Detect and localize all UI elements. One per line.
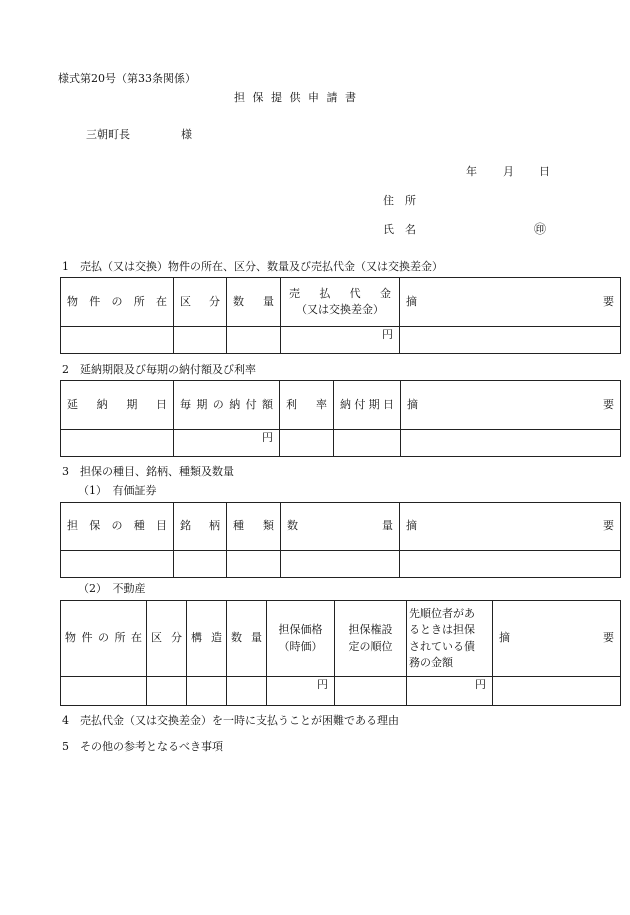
header-quantity: 数量 <box>227 601 267 677</box>
cell-prior: 円 <box>407 677 493 706</box>
header-item: 担保の種目 <box>61 503 174 551</box>
section3-heading: 3 担保の種目、銘柄、種類及数量 <box>62 465 234 478</box>
cell-kind <box>227 551 281 578</box>
header-quantity-a: 数 <box>287 519 298 533</box>
cell-item <box>61 551 174 578</box>
section3-sub1-table <box>60 502 621 578</box>
cell-quantity <box>227 677 267 706</box>
header-order-line1: 担保権設 <box>348 623 393 636</box>
addressee: 三朝町長 <box>86 128 130 141</box>
header-prior-line1: 先順位者があ <box>409 606 475 620</box>
section3-sub2-heading: （2） 不動産 <box>78 582 146 595</box>
section5-heading: 5 その他の参考となるべき事項 <box>62 740 223 753</box>
cell-location <box>61 327 174 354</box>
cell-quantity <box>281 551 400 578</box>
header-remarks-b: 要 <box>603 294 614 308</box>
cell-each-payment: 円 <box>174 430 280 457</box>
header-remarks <box>401 381 621 430</box>
header-order <box>335 601 407 677</box>
cell-brand <box>174 551 227 578</box>
header-remarks-b: 要 <box>603 631 614 645</box>
header-remarks-a: 摘 <box>406 294 417 308</box>
page-title: 担 保 提 供 申 請 書 <box>234 91 358 104</box>
header-location: 物件の所在 <box>61 601 147 677</box>
header-deadline: 延納期日 <box>61 381 174 430</box>
header-remarks <box>493 601 621 677</box>
header-price-line2: （又は交換差金） <box>296 303 384 316</box>
section2-heading: 2 延納期限及び毎期の納付額及び利率 <box>62 363 256 376</box>
header-due-date: 納付期日 <box>334 381 401 430</box>
header-remarks-b: 要 <box>603 519 614 533</box>
honorific: 様 <box>181 128 192 141</box>
header-each-payment: 毎期の納付額 <box>174 381 280 430</box>
cell-category <box>147 677 187 706</box>
header-price <box>281 278 400 327</box>
cell-deadline <box>61 430 174 457</box>
header-prior-line2: るときは担保 <box>409 623 475 636</box>
cell-structure <box>187 677 227 706</box>
section1-heading: 1 売払（又は交換）物件の所在、区分、数量及び売払代金（又は交換差金） <box>62 260 443 273</box>
header-remarks-a: 摘 <box>499 631 510 645</box>
header-remarks-a: 摘 <box>407 397 418 411</box>
section3-sub1-heading: （1） 有価証券 <box>78 484 157 497</box>
header-category: 区分 <box>147 601 187 677</box>
header-remarks <box>400 278 621 327</box>
section2-table <box>60 380 621 457</box>
date-day-label: 日 <box>539 165 550 178</box>
section1-table <box>60 277 621 354</box>
header-brand: 銘柄 <box>174 503 227 551</box>
date-month-label: 月 <box>503 165 514 178</box>
cell-value: 円 <box>267 677 335 706</box>
header-kind: 種類 <box>227 503 281 551</box>
header-category: 区分 <box>174 278 227 327</box>
header-remarks <box>400 503 621 551</box>
header-quantity-b: 量 <box>382 519 393 533</box>
section3-sub2-table <box>60 600 621 706</box>
seal-mark: ㊞ <box>534 222 547 236</box>
address-label: 住 所 <box>383 194 416 207</box>
form-number: 様式第20号（第33条関係） <box>58 72 196 85</box>
cell-remarks <box>401 430 621 457</box>
cell-rate <box>280 430 334 457</box>
name-label: 氏 名 <box>383 223 416 236</box>
header-location: 物件の所在 <box>61 278 174 327</box>
header-value <box>267 601 335 677</box>
header-structure: 構造 <box>187 601 227 677</box>
header-value-line1: 担保価格 <box>278 623 323 636</box>
cell-due-date <box>334 430 401 457</box>
header-prior-line3: されている債 <box>409 639 475 653</box>
cell-order <box>335 677 407 706</box>
cell-remarks <box>400 551 621 578</box>
cell-remarks <box>400 327 621 354</box>
date-year-label: 年 <box>466 165 477 178</box>
header-remarks-b: 要 <box>603 397 614 411</box>
cell-remarks <box>493 677 621 706</box>
section4-heading: 4 売払代金（又は交換差金）を一時に支払うことが困難である理由 <box>62 714 399 727</box>
header-remarks-a: 摘 <box>406 519 417 533</box>
header-value-line2: （時価） <box>278 639 323 653</box>
header-prior <box>407 601 493 677</box>
header-rate: 利率 <box>280 381 334 430</box>
header-quantity <box>281 503 400 551</box>
cell-category <box>174 327 227 354</box>
header-quantity: 数量 <box>227 278 281 327</box>
header-order-line2: 定の順位 <box>348 639 393 653</box>
header-price-line1: 売払代金 <box>289 286 391 300</box>
cell-price: 円 <box>281 327 400 354</box>
header-prior-line4: 務の金額 <box>409 656 453 669</box>
cell-location <box>61 677 147 706</box>
cell-quantity <box>227 327 281 354</box>
